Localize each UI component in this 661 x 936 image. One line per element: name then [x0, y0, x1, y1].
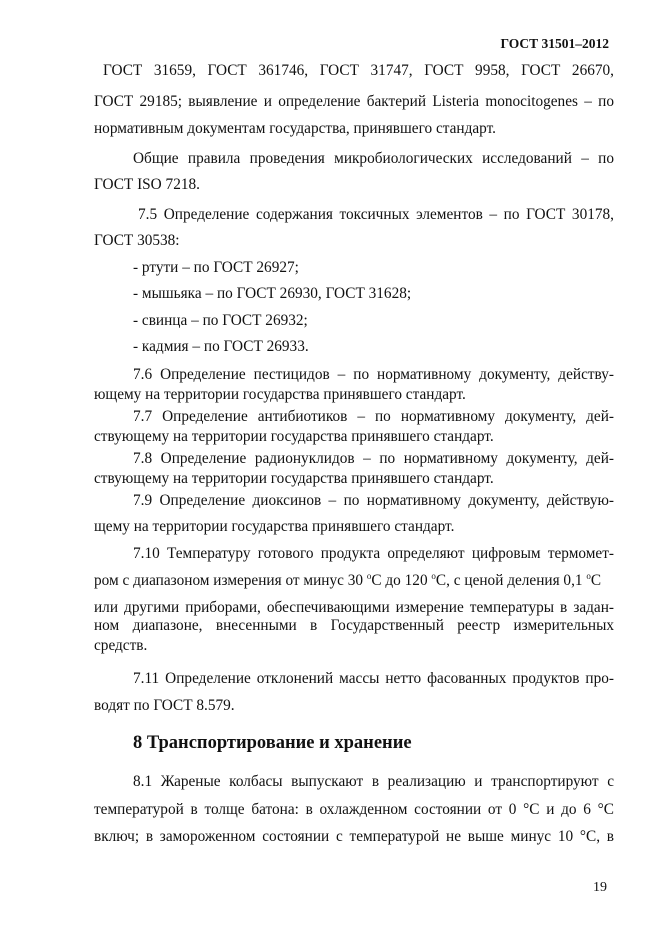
text-line: 7.5 Определение содержания токсичных элементов – по ГОСТ 30178,: [138, 206, 614, 223]
text-line: ГОСТ 29185; выявление и определение бактерий Listeria monocitogenes – по: [94, 93, 614, 110]
list-item: - кадмия – по ГОСТ 26933.: [133, 338, 309, 355]
text-line: средств.: [94, 637, 148, 654]
text-line: 7.10 Температуру готового продукта определяют цифровым термомет-: [133, 545, 614, 562]
list-item: - мышьяка – по ГОСТ 26930, ГОСТ 31628;: [133, 285, 412, 302]
text-line: включ; в замороженном состоянии с температурой не выше минус 10 °С, в: [94, 828, 614, 845]
list-item: - свинца – по ГОСТ 26932;: [133, 312, 308, 329]
degree-mark: о: [431, 571, 436, 581]
text-line-with-temperatures: [94, 572, 601, 590]
page-number: 19: [593, 880, 607, 895]
degree-mark: о: [586, 571, 591, 581]
text-line: температурой в толще батона: в охлажденном состоянии от 0 °С и до 6 °С: [94, 801, 614, 818]
text-line: ГОСТ ISO 7218.: [94, 176, 200, 193]
text-line: ном диапазоне, внесенными в Государственный реестр измерительных: [94, 617, 614, 634]
text-line: ГОСТ 31659, ГОСТ 361746, ГОСТ 31747, ГОСТ 9958, ГОСТ 26670,: [103, 62, 614, 79]
list-item: - ртути – по ГОСТ 26927;: [133, 259, 299, 276]
text-line: ствующему на территории государства принявшего стандарт.: [94, 470, 494, 487]
text-line: 7.8 Определение радионуклидов – по нормативному документу, дей-: [133, 450, 614, 467]
text-line: водят по ГОСТ 8.579.: [94, 697, 235, 714]
text-segment: С: [590, 572, 602, 589]
text-line: ГОСТ 30538:: [94, 232, 180, 249]
text-line: щему на территории государства принявшего стандарт.: [94, 518, 455, 535]
text-line: 7.6 Определение пестицидов – по нормативному документу, действу-: [133, 366, 614, 383]
document-code-header: ГОСТ 31501–2012: [500, 36, 609, 51]
degree-mark: о: [366, 571, 372, 581]
text-line: нормативным документам государства, принявшего стандарт.: [94, 120, 496, 137]
text-line: Общие правила проведения микробиологических исследований – по: [133, 150, 614, 167]
text-line: ющему на территории государства принявшего стандарт.: [94, 386, 466, 403]
text-line: или другими приборами, обеспечивающими измерение температуры в задан-: [94, 599, 614, 616]
text-line: 7.11 Определение отклонений массы нетто фасованных продуктов про-: [133, 670, 614, 687]
text-line: 7.9 Определение диоксинов – по нормативному документу, действую-: [133, 492, 614, 509]
text-segment: ром с диапазоном измерения от минус 30: [94, 572, 364, 589]
text-segment: С до 120: [371, 572, 428, 589]
section-heading: 8 Транспортирование и хранение: [133, 733, 412, 753]
text-segment: С, с ценой деления 0,1: [435, 572, 583, 589]
text-line: 8.1 Жареные колбасы выпускают в реализацию и транспортируют с: [133, 773, 614, 790]
text-line: 7.7 Определение антибиотиков – по нормативному документу, дей-: [133, 408, 614, 425]
text-line: ствующему на территории государства принявшего стандарт.: [94, 428, 494, 445]
